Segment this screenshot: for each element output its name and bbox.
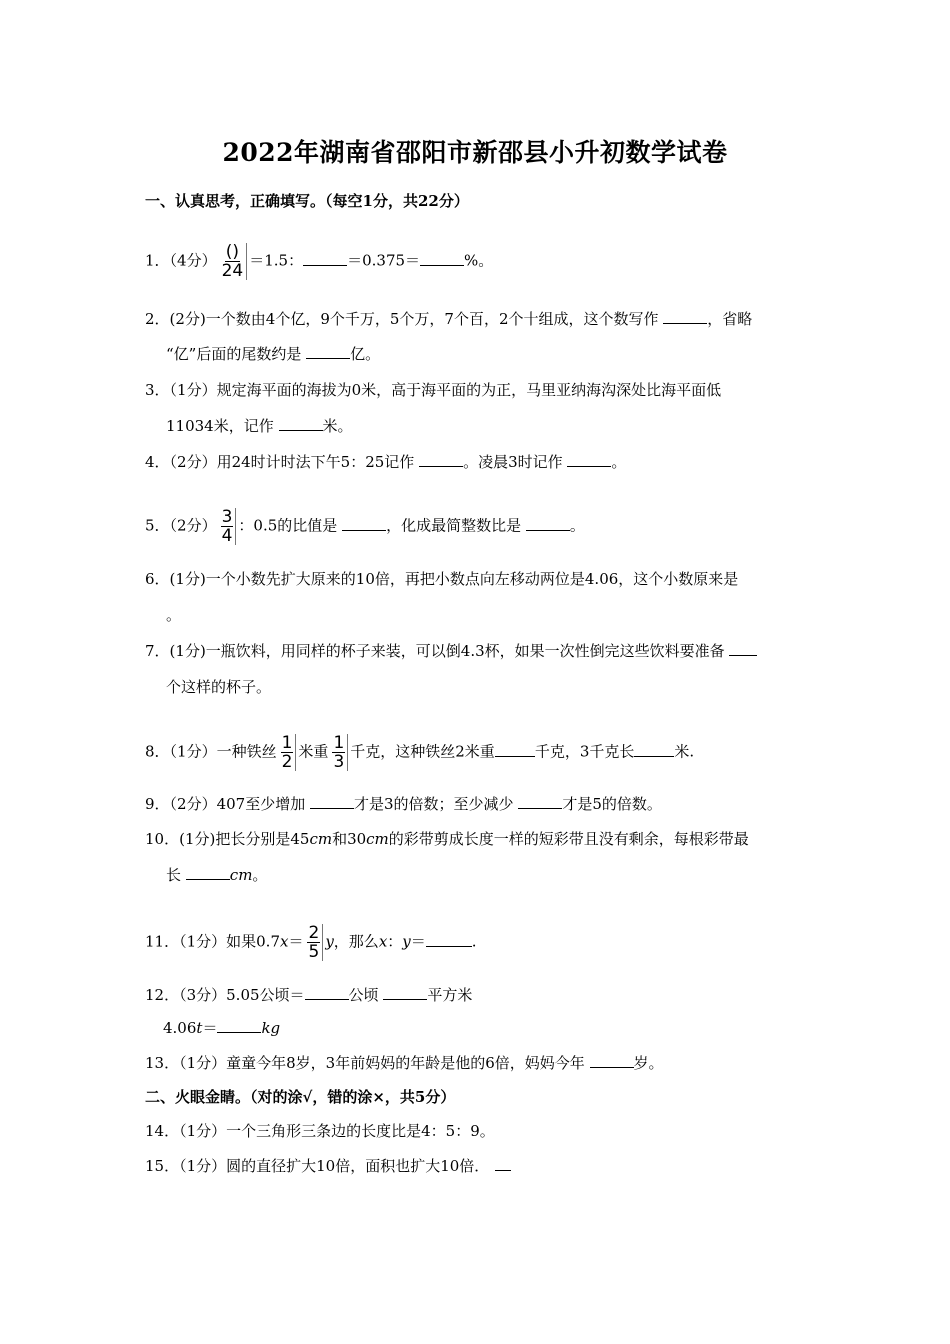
question-5: 5．（2分） $\frac{3}{4}$ ：0.5的比值是 ，化成最简整数比是 。 — [145, 507, 585, 546]
question-8: 8．（1分）一种铁丝 $\frac{1}{2}$ 米重 $\frac{1}{3}$ 千克，这种铁丝2米重 千克，3千克长 米. — [145, 733, 695, 772]
answer-blank[interactable] — [217, 1018, 261, 1033]
answer-blank[interactable] — [342, 516, 386, 531]
answer-blank[interactable] — [279, 416, 323, 431]
question-14: 14．（1分）一个三角形三条边的长度比是4：5：9。 — [145, 1122, 495, 1140]
question-13: 13．（1分）童童今年8岁，3年前妈妈的年龄是他的6倍，妈妈今年 岁。 — [145, 1054, 664, 1072]
question-10: 10．(1分)把长分别是45cm和30cm的彩带剪成长度一样的短彩带且没有剩余，每根彩带最 — [145, 830, 749, 848]
question-6-line-2: 。 — [166, 606, 182, 624]
question-7-line-2: 个这样的杯子。 — [166, 678, 272, 696]
question-3-line-2: 11034米，记作 米。 — [166, 417, 353, 435]
question-12: 12．（3分）5.05公顷＝ 公顷 平方米 — [145, 986, 473, 1004]
question-6: 6．(1分)一个小数先扩大原来的10倍，再把小数点向左移动两位是4.06，这个小数原来是 — [145, 570, 739, 588]
question-4: 4．（2分）用24时计时法下午5：25记作 。凌晨3时记作 。 — [145, 453, 627, 471]
question-9: 9．（2分）407至少增加 才是3的倍数；至少减少 才是5的倍数。 — [145, 795, 662, 813]
answer-blank[interactable] — [306, 344, 350, 359]
answer-blank[interactable] — [495, 742, 535, 757]
answer-blank[interactable] — [526, 516, 570, 531]
answer-blank[interactable] — [634, 742, 674, 757]
fraction: $\frac{3}{4}$ — [219, 508, 237, 545]
section-heading-1: 一、认真思考，正确填写。（每空1分，共22分） — [145, 192, 469, 210]
fraction: $\frac{2}{5}$ — [305, 924, 323, 961]
question-10-line-2: 长 cm。 — [166, 866, 268, 884]
answer-blank[interactable] — [426, 932, 472, 947]
answer-blank[interactable] — [567, 452, 611, 467]
answer-blank[interactable] — [419, 452, 463, 467]
answer-blank[interactable] — [305, 985, 349, 1000]
answer-blank[interactable] — [729, 641, 757, 656]
answer-blank[interactable] — [590, 1053, 634, 1068]
answer-blank[interactable] — [186, 865, 230, 880]
question-15: 15．（1分）圆的直径扩大10倍，面积也扩大10倍． — [145, 1156, 820, 1176]
question-1: 1．（4分） $\frac{()}{24}$ ＝1.5： ＝0.375＝ %。 — [145, 242, 494, 281]
answer-blank[interactable] — [383, 985, 427, 1000]
answer-blank[interactable] — [518, 794, 562, 809]
answer-blank[interactable] — [663, 309, 707, 324]
question-7: 7．(1分)一瓶饮料，用同样的杯子来装，可以倒4.3杯，如果一次性倒完这些饮料要准备 — [145, 641, 820, 661]
answer-blank[interactable] — [495, 1156, 511, 1171]
question-12-line-2: 4.06t＝ kg — [163, 1019, 281, 1037]
question-2-line-2: “亿”后面的尾数约是 亿。 — [166, 345, 381, 363]
fraction: $\frac{1}{2}$ — [279, 734, 297, 771]
answer-blank[interactable] — [310, 794, 354, 809]
question-3: 3．（1分）规定海平面的海拔为0米，高于海平面的为正，马里亚纳海沟深处比海平面低 — [145, 381, 722, 399]
page-title: 2022年湖南省邵阳市新邵县小升初数学试卷 — [222, 138, 728, 167]
fraction: $\frac{()}{24}$ — [219, 243, 248, 280]
question-11: 11．（1分）如果0.7x＝ $\frac{2}{5}$ y，那么x：y＝ . — [145, 923, 477, 962]
answer-blank[interactable] — [303, 251, 347, 266]
answer-blank[interactable] — [420, 251, 464, 266]
question-2: 2．(2分)一个数由4个亿，9个千万，5个万，7个百，2个十组成，这个数写作 ，省略 — [145, 310, 753, 328]
section-heading-2: 二、火眼金睛。（对的涂√，错的涂×，共5分） — [145, 1088, 456, 1106]
fraction: $\frac{1}{3}$ — [330, 734, 348, 771]
